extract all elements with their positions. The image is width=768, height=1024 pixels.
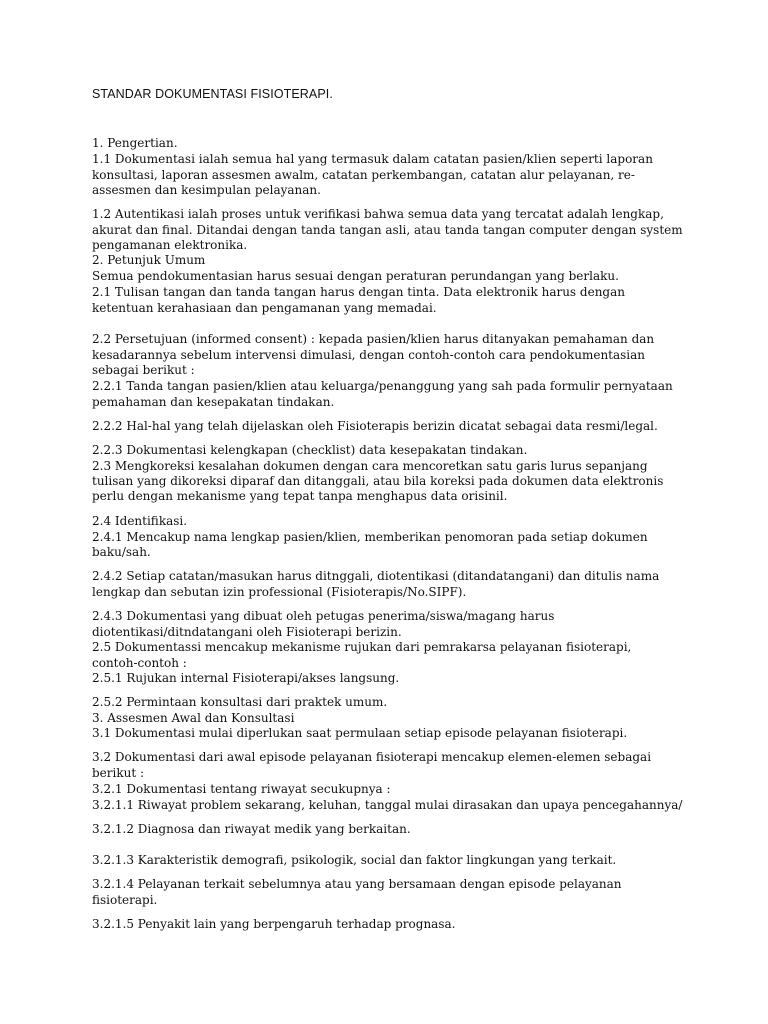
paragraph-line: pemahaman dan kesepakatan tindakan.	[92, 395, 335, 409]
paragraph-line: 1.2 Autentikasi ialah proses untuk verifikasi bahwa semua data yang tercatat adalah lengkap,	[92, 207, 664, 221]
section-heading: 2. Petunjuk Umum	[92, 253, 206, 267]
paragraph-line: sebagai berikut :	[92, 363, 195, 377]
paragraph-line: perlu dengan mekanisme yang tepat tanpa menghapus data orisinil.	[92, 489, 508, 503]
paragraph-line: 1.1 Dokumentasi ialah semua hal yang termasuk dalam catatan pasien/klien seperti laporan	[92, 152, 653, 166]
section-heading: 3. Assesmen Awal dan Konsultasi	[92, 711, 295, 725]
paragraph-line: kesadarannya sebelum intervensi dimulasi, dengan contoh-contoh cara pendokumentasian	[92, 348, 646, 362]
paragraph-line: akurat dan final. Ditandai dengan tanda tangan asli, atau tanda tangan computer dengan system	[92, 223, 683, 237]
paragraph-line: 3.2.1.3 Karakteristik demografi, psikologik, social dan faktor lingkungan yang terkait.	[92, 853, 617, 867]
paragraph-line: diotentikasi/ditndatangani oleh Fisioterapi berizin.	[92, 625, 402, 639]
paragraph-line: 3.2 Dokumentasi dari awal episode pelayanan fisioterapi mencakup elemen-elemen sebagai	[92, 750, 652, 764]
paragraph-line: baku/sah.	[92, 545, 151, 559]
paragraph-line: 3.2.1 Dokumentasi tentang riwayat secukupnya :	[92, 782, 391, 796]
paragraph-line: 3.2.1.1 Riwayat problem sekarang, keluhan, tanggal mulai dirasakan dan upaya pencegahannya/	[92, 798, 683, 812]
paragraph-line: 2.2.3 Dokumentasi kelengkapan (checklist) data kesepakatan tindakan.	[92, 443, 528, 457]
paragraph-line: 3.1 Dokumentasi mulai diperlukan saat permulaan setiap episode pelayanan fisioterapi.	[92, 726, 628, 740]
paragraph-line: 2.2 Persetujuan (informed consent) : kepada pasien/klien harus ditanyakan pemahaman dan	[92, 332, 655, 346]
paragraph-line: 2.4.3 Dokumentasi yang dibuat oleh petugas penerima/siswa/magang harus	[92, 609, 555, 623]
paragraph-line: 2.5.2 Permintaan konsultasi dari praktek umum.	[92, 695, 388, 709]
paragraph-line: assesmen dan kesimpulan pelayanan.	[92, 183, 321, 197]
paragraph-line: 2.5.1 Rujukan internal Fisioterapi/akses langsung.	[92, 671, 400, 685]
paragraph-line: fisioterapi.	[92, 893, 158, 907]
paragraph-line: 2.2.2 Hal-hal yang telah dijelaskan oleh Fisioterapis berizin dicatat sebagai data resmi/legal.	[92, 419, 658, 433]
paragraph-line: Semua pendokumentasian harus sesuai dengan peraturan perundangan yang berlaku.	[92, 269, 619, 283]
paragraph-line: 2.4.2 Setiap catatan/masukan harus ditnggali, diotentikasi (ditandatangani) dan ditulis nama	[92, 569, 660, 583]
paragraph-line: lengkap dan sebutan izin professional (Fisioterapis/No.SIPF).	[92, 585, 467, 599]
section-heading: 2.4 Identifikasi.	[92, 514, 188, 528]
paragraph-line: 2.3 Mengkoreksi kesalahan dokumen dengan cara mencoretkan satu garis lurus sepanjang	[92, 459, 648, 473]
paragraph-line: ketentuan kerahasiaan dan pengamanan yang memadai.	[92, 301, 437, 315]
section-heading: 1. Pengertian.	[92, 136, 178, 150]
paragraph-line: 2.1 Tulisan tangan dan tanda tangan harus dengan tinta. Data elektronik harus dengan	[92, 285, 625, 299]
paragraph-line: tulisan yang dikoreksi diparaf dan ditanggali, atau bila koreksi pada dokumen data elektronis	[92, 474, 664, 488]
paragraph-line: pengamanan elektronika.	[92, 238, 248, 252]
paragraph-line: 3.2.1.4 Pelayanan terkait sebelumnya atau yang bersamaan dengan episode pelayanan	[92, 877, 622, 891]
paragraph-line: 3.2.1.5 Penyakit lain yang berpengaruh terhadap prognasa.	[92, 917, 456, 931]
paragraph-line: 2.4.1 Mencakup nama lengkap pasien/klien, memberikan penomoran pada setiap dokumen	[92, 530, 648, 544]
paragraph-line: 2.2.1 Tanda tangan pasien/klien atau keluarga/penanggung yang sah pada formulir pernyataan	[92, 379, 673, 393]
paragraph-line: konsultasi, laporan assesmen awalm, catatan perkembangan, catatan alur pelayanan, re-	[92, 168, 635, 182]
paragraph-line: 3.2.1.2 Diagnosa dan riwayat medik yang berkaitan.	[92, 822, 411, 836]
paragraph-line: 2.5 Dokumentassi mencakup mekanisme rujukan dari pemrakarsa pelayanan fisioterapi,	[92, 640, 632, 654]
paragraph-line: contoh-contoh :	[92, 656, 187, 670]
paragraph-line: berikut :	[92, 766, 145, 780]
document-title: STANDAR DOKUMENTASI FISIOTERAPI.	[92, 87, 333, 101]
